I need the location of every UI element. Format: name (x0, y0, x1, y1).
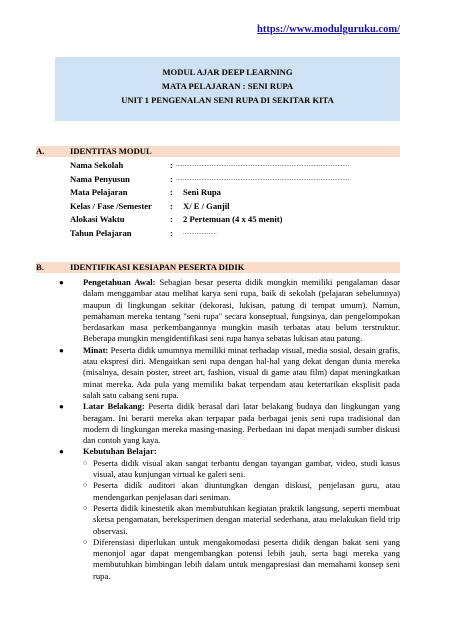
item-heading: Pengetahuan Awal: (83, 277, 156, 287)
sub-list-item (56, 503, 400, 537)
section-b-letter: B. (36, 262, 44, 272)
title-line-1: MODUL AJAR DEEP LEARNING (162, 67, 293, 77)
sub-item-text: Peserta didik visual akan sangat terbantu dengan tayangan gambar, video, studi kasus visual, atau kunjungan virtual ke galeri seni. (93, 457, 400, 480)
list-item (56, 345, 400, 401)
identity-colon: : (170, 227, 173, 238)
identity-label: Mata Pelajaran (70, 187, 128, 198)
identity-label: Kelas / Fase /Semester (70, 200, 152, 211)
identity-label: Alokasi Waktu (70, 214, 125, 225)
identity-value: X/ E / Ganjil (183, 200, 230, 211)
identity-value: .................... (183, 229, 217, 236)
section-b-title: IDENTIFIKASI KESIAPAN PESERTA DIDIK (70, 262, 245, 272)
bullet-icon: ● (59, 278, 64, 287)
identity-label: Tahun Pelajaran (70, 227, 132, 238)
item-text: Peserta didik berasal dari latar belakang budaya dan lingkungan yang beragam. Ini berarti mereka akan terpapar pada berbagai jenis seni rupa tradisional dan modern di lingkungan mereka masing-masing. Perbedaan ini dapat menjadi sumber diskusi dan contoh yang kaya. (83, 401, 400, 446)
identity-colon: : (170, 187, 173, 198)
circle-bullet-icon: ○ (83, 458, 88, 467)
title-line-2: MATA PELAJARAN : SENI RUPA (161, 81, 294, 91)
module-title-box (55, 57, 400, 121)
sub-list-item (56, 537, 400, 582)
circle-bullet-icon: ○ (83, 503, 88, 512)
identity-value: ...................................................................................................... (176, 175, 350, 182)
identity-colon: : (170, 160, 173, 170)
identity-colon: : (170, 200, 173, 211)
identity-value: 2 Pertemuan (4 x 45 menit) (183, 214, 283, 225)
circle-bullet-icon: ○ (83, 537, 88, 546)
item-text: Sebagian besar peserta didik mungkin memiliki pengalaman dasar dalam menggambar atau melihat karya seni rupa, baik di sekolah (pelajaran sebelumnya) maupun di lingkungan sekitar (dekorasi, lukisan, patung di tempat umum). Namun, pemahaman mereka tentang "seni rupa" secara konseptual, fungsinya, dan pengelompokan berdasarkan masa perkembangannya mungkin masih terbatas atau belum terstruktur. Beberapa mungkin mengidentifikasi seni rupa hanya sebatas lukisan atau patung. (83, 277, 400, 344)
identity-label: Nama Sekolah (70, 160, 124, 170)
sub-list-item (56, 480, 400, 503)
title-line-3: UNIT 1 PENGENALAN SENI RUPA DI SEKITAR KITA (121, 95, 334, 105)
list-item (56, 446, 400, 457)
section-a-heading (36, 146, 400, 157)
section-a-title: IDENTITAS MODUL (70, 146, 152, 156)
identity-colon: : (170, 214, 173, 225)
sub-item-text: Diferensiasi diperlukan untuk mengakomodasi peserta didik dengan bakat seni yang menonjol agar dapat mengembangkan potensi lebih jauh, serta bagi mereka yang membutuhkan bimbingan lebih dalam untuk mengapresiasi dan memahami konsep seni rupa. (93, 536, 400, 581)
website-link[interactable]: https://www.modulguruku.com/ (257, 24, 400, 35)
identity-value: ...................................................................................................... (176, 162, 350, 168)
identity-value: Seni Rupa (183, 187, 221, 198)
bullet-icon: ● (59, 402, 64, 412)
item-text: Peserta didik umumnya memiliki minat terhadap visual, media sosial, desain grafis, atau ekspresi diri. Mengaitkan seni rupa dengan hal-hal yang dekat dengan dunia mereka (misalnya, desain poster, street art, fashion, visual di game atau film) dapat meningkatkan minat mereka. Ada pula yang memiliki bakat terpendam atau ketertarikan eksplisit pada salah satu cabang seni rupa. (83, 344, 400, 400)
bullet-icon: ● (59, 447, 64, 457)
item-heading: Minat: (83, 344, 109, 355)
identity-colon: : (170, 173, 173, 184)
circle-bullet-icon: ○ (83, 481, 88, 490)
sub-item-text: Peserta didik auditori akan diuntungkan dengan diskusi, penjelasan guru, atau mendengarkan penjelasan dari seniman. (93, 480, 400, 502)
item-heading: Kebutuhan Belajar: (83, 446, 157, 457)
item-heading: Latar Belakang: (83, 401, 145, 412)
list-item (56, 401, 400, 446)
section-b-heading (36, 262, 400, 273)
list-item (56, 277, 400, 345)
identity-label: Nama Penyusun (70, 173, 130, 184)
bullet-icon: ● (59, 345, 64, 355)
readiness-list (56, 277, 400, 582)
sub-list-item (56, 458, 400, 481)
section-a-letter: A. (36, 146, 45, 156)
sub-item-text: Peserta didik kinestetik akan membutuhkan kegiatan praktik langsung, seperti membuat sketsa pengamatan, bereksperimen dengan material sederhana, atau melakukan field trip observasi. (93, 502, 400, 536)
